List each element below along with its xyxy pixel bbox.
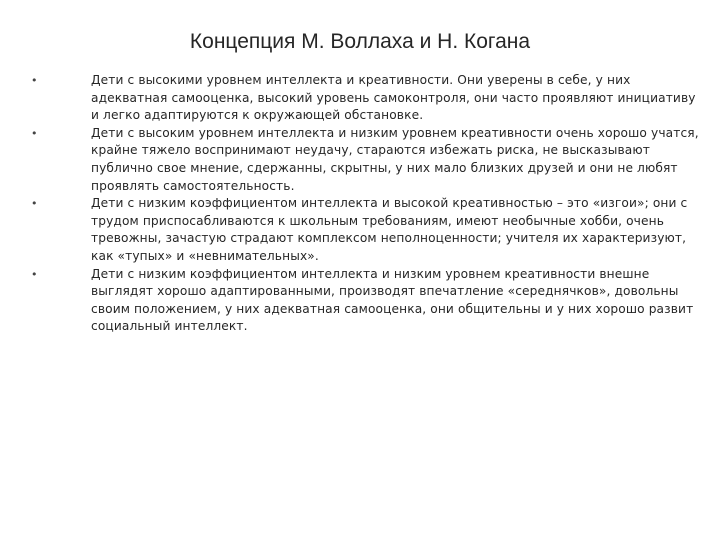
bullet-text: Дети с низким коэффициентом интеллекта и высокой креативностью – это «изгои»; они с трудом приспосабливаются к школьным требованиям, имеют необычные хобби, очень тревожны, зачастую страдают комплексом неполноценности; учителя их характеризуют, как «тупых» и «невнимательных».	[91, 196, 688, 263]
bullet-dot-icon: •	[31, 267, 38, 281]
bullet-text: Дети с низким коэффициентом интеллекта и низким уровнем креативности внешне выглядят хорошо адаптированными, производят впечатление «середнячков», довольны своим положением, у них адекватная самооценка, они общительны и у них хорошо развит социальный интеллект.	[91, 266, 694, 334]
bullet-text: Дети с высоким уровнем интеллекта и низким уровнем креативности очень хорошо учатся, крайне тяжело воспринимают неудачу, стараются избежать риска, не высказывают публично свое мнение, сдержанны, скрытны, у них мало близких друзей и они не любят проявлять самостоятельность.	[91, 125, 699, 193]
bullet-list	[0, 72, 720, 336]
slide-title: Концепция М. Воллаха и Н. Когана	[189, 30, 531, 53]
bullet-dot-icon: •	[31, 74, 38, 87]
bullet-item-3	[0, 195, 720, 265]
bullet-dot-icon: •	[31, 126, 38, 140]
bullet-item-2	[0, 125, 720, 195]
bullet-dot-icon: •	[31, 197, 38, 211]
bullet-item-4	[0, 266, 720, 336]
bullet-text: Дети с высокими уровнем интеллекта и креативности. Они уверены в себе, у них адекватная самооценка, высокий уровень самоконтроля, они часто проявляют инициативу и легко адаптируются к окружающей обстановке.	[91, 73, 696, 123]
bullet-item-1	[0, 72, 720, 125]
